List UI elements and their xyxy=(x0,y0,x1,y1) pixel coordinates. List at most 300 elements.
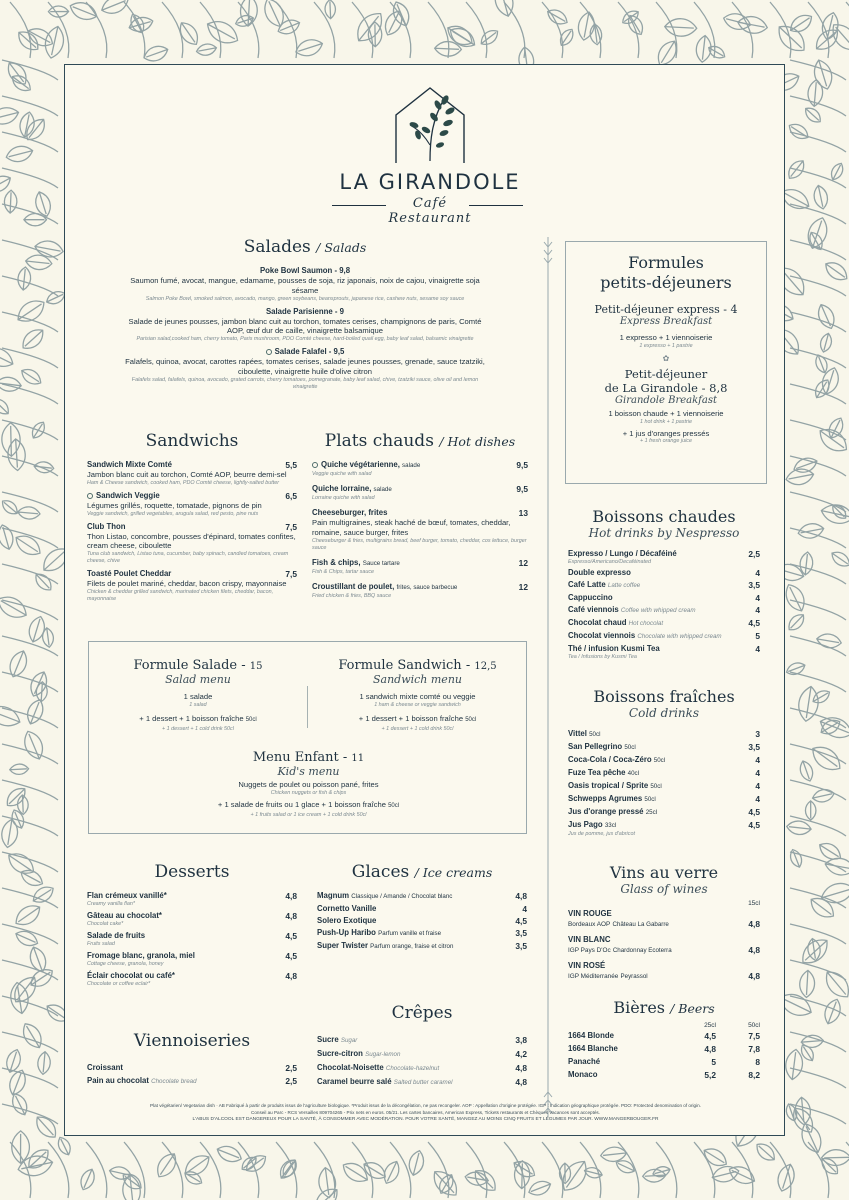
item-name xyxy=(568,631,760,642)
item-price: 3,8 xyxy=(515,1035,527,1045)
item-name-text: Super Twister xyxy=(317,941,368,950)
item-price: 4,8 xyxy=(515,1077,527,1087)
item-suffix: Chocolate bread xyxy=(151,1078,197,1085)
brand-name: LA GIRANDOLE xyxy=(339,170,521,194)
leaf-icon xyxy=(4,190,17,213)
stem-icon xyxy=(790,924,846,944)
item-desc: Thon Listao, concombre, pousses d'épinard, tomates confites, cream cheese, ciboulette xyxy=(87,531,296,551)
list-item xyxy=(317,1077,527,1088)
item-name-text: Club Thon xyxy=(87,521,126,531)
leaf-icon xyxy=(802,105,824,126)
vegetarian-icon xyxy=(266,349,272,355)
leaf-icon xyxy=(19,1020,46,1052)
item-price: 4,8 xyxy=(285,971,297,981)
item-suffix: Classique / Amande / Chocolat blanc xyxy=(351,893,453,900)
stem-icon xyxy=(618,2,639,58)
leaf-icon xyxy=(804,215,831,251)
item-name: Monaco xyxy=(568,1070,598,1079)
list-item xyxy=(568,644,760,661)
item-name-text: Fuze Tea pêche xyxy=(568,768,626,777)
item-price: 7,5 xyxy=(285,569,297,580)
item-desc: Pain multigraines, steak haché de bœuf, tomates, cheddar, romaine, sauce burger, frites xyxy=(312,518,511,537)
item-price: 4,8 xyxy=(748,971,760,981)
item-name xyxy=(317,1049,527,1060)
item-name xyxy=(317,916,527,926)
item-name-text: Double expresso xyxy=(568,568,631,577)
item-price: 9,5 xyxy=(516,484,528,494)
section-title: Desserts xyxy=(154,862,230,882)
wine-category: VIN ROUGE xyxy=(568,909,612,918)
stem-icon xyxy=(770,2,791,58)
item-name-text: Café viennois xyxy=(568,605,619,614)
list-item xyxy=(87,971,297,988)
stem-icon xyxy=(790,240,846,260)
item-name xyxy=(87,951,297,961)
leaf-icon xyxy=(0,395,12,417)
item-name xyxy=(568,742,760,753)
list-item xyxy=(568,961,760,982)
list-item xyxy=(568,1031,760,1041)
leaf-icon xyxy=(706,43,727,61)
leaf-icon xyxy=(822,258,849,284)
list-item xyxy=(317,928,527,939)
wine-category: VIN BLANC xyxy=(568,935,611,944)
item-name-text: Quiche lorraine, xyxy=(312,484,372,493)
item-name xyxy=(568,768,760,779)
leaf-icon xyxy=(829,548,849,569)
stem-icon xyxy=(466,2,487,58)
item-price: 2,5 xyxy=(285,1063,297,1073)
list-item xyxy=(87,1076,297,1087)
item-name-text: Cheeseburger, frites xyxy=(312,508,388,517)
item-name xyxy=(87,931,297,941)
leaf-icon xyxy=(799,970,815,998)
item-name xyxy=(87,911,297,921)
vertical-divider-ornament xyxy=(541,237,555,1117)
stem-icon xyxy=(428,1142,449,1198)
list-item xyxy=(312,460,528,478)
leaf-icon xyxy=(811,58,835,92)
list-item xyxy=(568,781,760,792)
item-translation: Veggie quiche with salad xyxy=(312,471,372,477)
item-suffix: Sauce tartare xyxy=(362,559,400,567)
item-name xyxy=(87,1063,297,1073)
stem-icon xyxy=(2,600,58,620)
leaf-icon xyxy=(786,120,811,142)
leaf-icon xyxy=(18,866,46,889)
item-suffix: Chardonnay Ecoterra xyxy=(612,947,672,954)
stem-icon xyxy=(790,852,846,872)
leaf-icon xyxy=(812,184,830,210)
item-name xyxy=(87,522,297,532)
item-suffix: salade xyxy=(402,462,421,469)
leaf-icon xyxy=(828,161,845,182)
item-name xyxy=(317,904,527,914)
item-desc: Jambon blanc cuit au torchon, Comté AOP, beurre demi-sel xyxy=(87,470,287,479)
leaf-icon xyxy=(276,17,302,37)
item-translation: Veggie sandwich, grilled vegetables, arugula salad, red pesto, pine nuts xyxy=(87,510,259,517)
footer: Plat végétarien/ Vegetarian dish · AB Fabriqué à partir de produits issus de l'agriculture biologique. *Produit issus de la décongélation, ne pas recongeler. AOP : Appellation d'origine protégée. IGP : Indication géographique protégée. PDO: Protected denomination of origin. Conseil au Parc - RCS Versailles 809704265 - Prix nets en euros. 05/21. Les cartes bancaires, American Express, Tickets restaurants et Chèques Vacances sont acceptés. L'ABUS D'ALCOOL EST DANGEREUX POUR LA SANTÉ, À CONSOMMER AVEC MODÉRATION. POUR VOTRE SANTÉ, MANGEZ AU MOINS CINQ FRUITS ET LÉGUMES PAR JOUR. WWW.MANGERBOUGER.FR xyxy=(150,1103,701,1122)
item-suffix: 25cl xyxy=(645,809,658,816)
item-name xyxy=(87,971,297,981)
leaf-icon xyxy=(811,787,835,804)
leaf-icon xyxy=(78,1167,98,1192)
section-title: Sandwichs xyxy=(145,431,239,451)
ornament-icon: ✿ xyxy=(662,353,670,363)
item-name xyxy=(568,568,760,578)
viennoiseries-section xyxy=(87,1031,297,1090)
leaf-icon xyxy=(406,1149,426,1177)
stem-icon xyxy=(2,384,58,404)
item-name-text: Croissant xyxy=(87,1063,123,1072)
list-item xyxy=(568,755,760,766)
item-name xyxy=(568,549,760,559)
item-name xyxy=(87,460,297,470)
item-suffix: Parfum vanille et fraise xyxy=(378,930,442,937)
leaf-icon xyxy=(311,1184,342,1200)
stem-icon xyxy=(466,1142,487,1198)
item-name-text: Gâteau au chocolat* xyxy=(87,911,162,920)
stem-icon xyxy=(790,672,846,692)
leaf-icon xyxy=(325,0,336,19)
leaf-icon xyxy=(142,43,170,64)
leaf-icon xyxy=(234,13,255,28)
item-price: 4 xyxy=(755,593,760,603)
item-name-text: Sandwich Mixte Comté xyxy=(87,460,172,469)
list-item xyxy=(568,1057,760,1067)
list-item xyxy=(87,569,297,603)
leaf-icon xyxy=(99,0,131,17)
item-name: Panaché xyxy=(568,1057,601,1066)
leaf-icon xyxy=(67,0,99,24)
list-item xyxy=(87,931,297,948)
item-price: 2,5 xyxy=(748,549,760,559)
list-item xyxy=(568,768,760,779)
item-name-text: Sandwich Veggie xyxy=(96,490,160,500)
glaces-section xyxy=(317,862,527,954)
item-name xyxy=(568,755,760,766)
stem-icon xyxy=(790,528,846,548)
item-price: 8,2 xyxy=(748,1070,760,1080)
leaf-icon xyxy=(620,8,641,27)
item-price: 9,5 xyxy=(516,460,528,470)
item-suffix: Sugar xyxy=(340,1037,358,1044)
item-price: 4,8 xyxy=(704,1044,716,1054)
item-translation: Chicken & cheddar grilled sandwich, marinated chicken filets, cheddar, bacon, mayonnaise xyxy=(87,588,274,602)
item-name-text: Oasis tropical / Sprite xyxy=(568,781,649,790)
stem-icon xyxy=(790,960,846,980)
item-name xyxy=(87,891,297,901)
item-price: 5 xyxy=(711,1057,716,1067)
item-price: 4,5 xyxy=(285,951,297,961)
item-price: 6,5 xyxy=(285,490,297,501)
item-name-text: Flan crémeux vanillé* xyxy=(87,891,167,900)
item-name xyxy=(568,820,760,831)
item-name-text: Push-Up Haribo xyxy=(317,928,376,937)
item-desc: Saumon fumé, avocat, mangue, edamame, pousses de soja, riz japonais, noix de cajou, vinaigrette soja sésame xyxy=(130,276,480,295)
item-name-text: Jus Pago xyxy=(568,820,603,829)
stem-icon xyxy=(732,2,753,58)
stem-icon xyxy=(790,132,846,152)
leaf-icon xyxy=(0,523,16,551)
list-item xyxy=(568,549,760,566)
list-item xyxy=(317,891,527,902)
item-name-text: Fromage blanc, granola, miel xyxy=(87,951,195,960)
item-name-text: Pain au chocolat xyxy=(87,1076,149,1085)
item-desc: Légumes grillés, roquette, tomatade, pignons de pin xyxy=(87,500,262,510)
item-price: 4 xyxy=(755,644,760,654)
leaf-icon xyxy=(29,420,48,441)
list-item xyxy=(317,916,527,926)
item-translation: Cheeseburger & fries, multigrains bread, beef burger, tomato, cheddar, cos lettuce, burger sauce xyxy=(312,537,527,551)
list-item xyxy=(312,558,528,576)
item-price: 4 xyxy=(755,755,760,765)
item-name-text: Salade Falafel - 9,5 xyxy=(274,347,345,357)
item-price: 13 xyxy=(518,508,528,518)
item-name-text: Salade de fruits xyxy=(87,931,146,940)
stem-icon xyxy=(352,2,373,58)
list-item xyxy=(317,1035,527,1046)
leaf-icon xyxy=(30,883,57,906)
stem-icon xyxy=(428,2,449,58)
item-price: 4,8 xyxy=(285,911,297,921)
section-title: Glaces / Ice creams xyxy=(351,862,493,882)
formules-box: Formule Salade - 15 Salad menu 1 salade 1 salad + 1 dessert + 1 boisson fraîche 50cl + 1 dessert + 1 cold drink 50cl Formule Sandwich - 12,5 Sandwich menu 1 sandwich mixte comté ou veggie 1 ham & cheese or veggie sandwich + 1 dessert + 1 boisson fraîche 50cl + 1 dessert + 1 cold drink 50cl Menu Enfant - 11 Kid's menu Nuggets de poulet ou poisson pané, frites Chicken nuggets or fish & chips + 1 salade de fruits ou 1 glace + 1 boisson fraîche 50cl + 1 fruits salad or 1 ice cream + 1 cold drink 50cl xyxy=(88,641,527,834)
list-item xyxy=(568,1070,760,1080)
stem-icon xyxy=(2,312,58,332)
item-name xyxy=(568,945,760,956)
leaf-icon xyxy=(260,0,288,30)
list-item xyxy=(568,742,760,753)
bieres-section: Bières / Beers 25cl 50cl 1664 Blonde 4,5 7,5 1664 Blanche 4,8 7,8 Panaché 5 8 Monaco 5,2 8,2 xyxy=(568,998,760,1080)
item-price: 4 xyxy=(755,794,760,804)
item-name xyxy=(568,919,760,930)
list-item xyxy=(87,491,297,518)
list-item xyxy=(568,807,760,818)
list-item xyxy=(568,580,760,591)
item-name-text: Sucre-citron xyxy=(317,1049,363,1058)
item-name-text: Cappuccino xyxy=(568,593,613,602)
item-name xyxy=(317,891,527,902)
leaf-icon xyxy=(9,764,28,775)
leaf-icon xyxy=(18,365,44,388)
leaf-icon xyxy=(786,820,812,836)
list-item xyxy=(317,1063,527,1074)
stem-icon xyxy=(790,456,846,476)
leaf-icon xyxy=(215,1143,244,1166)
item-name-text: Salade Parisienne - 9 xyxy=(265,306,344,316)
item-name xyxy=(312,484,528,495)
leaf-icon xyxy=(5,143,35,164)
leaf-icon xyxy=(294,36,325,59)
list-item xyxy=(125,347,485,391)
item-translation: Cottage cheese, granola, honey xyxy=(87,961,164,967)
item-name xyxy=(568,580,760,591)
wine-category: VIN ROSÉ xyxy=(568,961,606,970)
item-suffix: Peyrassol xyxy=(620,973,648,980)
leaf-icon xyxy=(796,685,820,722)
item-name-text: IGP Méditerranée xyxy=(568,973,619,980)
item-name-text: Chocolat chaud xyxy=(568,618,627,627)
section-title: Crêpes xyxy=(391,1003,453,1023)
stem-icon xyxy=(790,420,846,440)
item-price: 4 xyxy=(755,605,760,615)
leaf-icon xyxy=(785,660,807,677)
item-name-text: Schwepps Agrumes xyxy=(568,794,643,803)
item-name xyxy=(568,729,760,740)
item-price: 4,5 xyxy=(748,807,760,817)
list-item xyxy=(125,266,485,303)
stem-icon xyxy=(790,816,846,836)
leaf-icon xyxy=(722,11,752,32)
list-item xyxy=(568,631,760,642)
item-name xyxy=(568,593,760,603)
item-price: 2,5 xyxy=(285,1076,297,1086)
item-price: 4,8 xyxy=(515,1063,527,1073)
item-name xyxy=(568,971,760,982)
item-name xyxy=(317,941,527,952)
leaf-icon xyxy=(153,1150,181,1181)
item-price: 7,5 xyxy=(285,521,297,532)
item-translation: Fish & Chips, tartar sauce xyxy=(312,568,375,575)
vegetarian-icon xyxy=(87,493,93,499)
leaf-icon xyxy=(18,325,47,353)
leaf-icon xyxy=(652,1165,672,1179)
list-item xyxy=(87,951,297,968)
leaf-icon xyxy=(4,59,31,89)
item-translation: Expresso/Americano/Decaféinated xyxy=(568,559,651,565)
item-suffix: 50cl xyxy=(624,744,636,751)
item-name-text: Toasté Poulet Cheddar xyxy=(87,569,172,579)
logo-house-plant-icon xyxy=(390,85,470,165)
item-suffix: Parfum orange, fraise et citron xyxy=(370,943,454,950)
leaf-icon xyxy=(1,423,20,457)
item-name-text: Thé / infusion Kusmi Tea xyxy=(568,644,660,653)
leaf-icon xyxy=(24,697,47,726)
item-name-text: Quiche végétarienne, xyxy=(321,460,400,469)
leaf-icon xyxy=(736,14,768,36)
item-name-text: Café Latte xyxy=(568,580,606,589)
leaf-icon xyxy=(24,214,47,226)
leaf-icon xyxy=(0,105,20,127)
leaf-icon xyxy=(42,25,66,60)
leaf-icon xyxy=(6,648,30,679)
list-item xyxy=(317,1049,527,1060)
list-item xyxy=(87,1063,297,1073)
leaf-icon xyxy=(821,997,843,1026)
list-item xyxy=(568,1044,760,1054)
leaf-icon xyxy=(16,1153,54,1179)
leaf-icon xyxy=(753,1140,778,1164)
leaf-icon xyxy=(176,19,203,49)
item-name xyxy=(568,794,760,805)
item-name xyxy=(125,307,485,317)
stem-icon xyxy=(2,1032,58,1052)
item-name-text: Chocolat-Noisette xyxy=(317,1063,384,1072)
item-name-text: Coca-Cola / Coca-Zéro xyxy=(568,755,652,764)
item-name xyxy=(87,1076,297,1087)
stem-icon xyxy=(790,384,846,404)
item-desc: Salade de jeunes pousses, jambon blanc cuit au torchon, tomates cerises, champignons de paris, Comté AOP, œuf dur de caille, vinaigrette balsamique xyxy=(128,316,482,336)
item-price: 3,5 xyxy=(748,580,760,590)
stem-icon xyxy=(656,2,677,58)
item-price: 3,5 xyxy=(748,742,760,752)
item-name xyxy=(312,508,528,518)
item-price: 3,5 xyxy=(515,941,527,951)
item-price: 5,2 xyxy=(704,1070,716,1080)
leaf-icon xyxy=(0,497,20,517)
stem-icon xyxy=(790,1032,846,1052)
list-item xyxy=(568,820,760,838)
desserts-section xyxy=(87,862,297,991)
salades-section xyxy=(125,237,485,395)
stem-icon xyxy=(314,2,335,58)
stem-icon xyxy=(790,564,846,584)
item-name-text: Solero Exotique xyxy=(317,916,377,925)
crepes-section xyxy=(317,1003,527,1091)
item-translation: Chocolate or coffee eclair* xyxy=(87,981,151,987)
plats-section xyxy=(312,431,528,606)
item-translation: Falafels salad, falafels, quinoa, avocado, grated carrots, cherry tomatoes, pomegranate, baby leaf salad, chive, tzatziki sauce, olive oil and lemon vinaigrette xyxy=(131,376,479,390)
item-name xyxy=(312,582,528,593)
list-item xyxy=(568,618,760,629)
item-price: 4 xyxy=(755,568,760,578)
item-name-text: IGP Pays D'Oc xyxy=(568,947,611,954)
item-desc: Falafels, quinoa, avocat, carottes rapées, tomates cerises, salade jeunes pousses, grenade, sauce tzatziki, ciboulette, vinaigrette huile d'olive citron xyxy=(125,357,485,376)
boissons-chaudes-section: Boissons chaudes Hot drinks by Nespresso Expresso / Lungo / Décaféiné 2,5 Expresso/Americano/Decaféinated Double expresso 4 Café Latte Latte coffee 3,5 Cappuccino 4 Café viennois Coffee with whipped cream 4 Chocolat chaud Hot chocolat 4,5 Chocolat viennois Chocolate with whipped cream 5 Thé / infusion Kusmi Tea 4 Tea / Infusions by Kusmi Tea xyxy=(568,507,760,660)
leaf-icon xyxy=(785,611,807,633)
brand-tagline: Café Restaurant xyxy=(388,196,472,226)
list-item xyxy=(568,593,760,603)
leaf-icon xyxy=(492,0,517,18)
item-name-text: Sucre xyxy=(317,1035,339,1044)
leaf-icon xyxy=(807,741,845,776)
leaf-icon xyxy=(37,1051,51,1075)
leaf-icon xyxy=(797,1120,826,1156)
item-name-text: Jus d'orange pressé xyxy=(568,807,644,816)
petitdej-box: Formules petits-déjeuners Petit-déjeuner express - 4 Express Breakfast 1 expresso + 1 viennoiserie 1 expresso + 1 pastrie ✿ Petit-déjeuner de La Girandole - 8,8 Girandole Breakfast 1 boisson chaude + 1 viennoiserie 1 hot drink + 1 pastrie + 1 jus d'oranges pressés + 1 fresh orange juice xyxy=(565,241,767,484)
list-item xyxy=(87,460,297,487)
leaf-icon xyxy=(781,581,808,614)
item-translation: Tea / Infusions by Kusmi Tea xyxy=(568,654,637,660)
item-translation: Parisian salad,cooked ham, cherry tomato, Paris mushroom, PDO Comté cheese, hard-boiled quail egg, baby leaf salad, balsamic vinaigrette xyxy=(136,336,474,343)
item-price: 5,5 xyxy=(285,460,297,470)
item-price: 4,8 xyxy=(748,945,760,955)
leaf-icon xyxy=(784,1048,804,1080)
item-translation: Tuna club sandwich, Listao tuna, cucumber, baby spinach, candied tomatoes, cream cheese, chive xyxy=(87,551,289,565)
item-name xyxy=(317,1077,527,1088)
stem-icon xyxy=(2,456,58,476)
item-name-text: Cornetto Vanille xyxy=(317,904,377,913)
stem-icon xyxy=(2,672,58,692)
list-item xyxy=(568,729,760,740)
leaf-icon xyxy=(805,801,816,820)
leaf-icon xyxy=(787,11,815,36)
item-suffix: frites, sauce barbecue xyxy=(396,583,458,591)
item-suffix: Chocolate with whipped cream xyxy=(637,633,722,640)
menu-panel xyxy=(64,64,785,1136)
list-item xyxy=(568,935,760,956)
item-name: 1664 Blanche xyxy=(568,1044,618,1053)
list-item xyxy=(317,904,527,914)
leaf-icon xyxy=(240,0,258,27)
leaf-icon xyxy=(26,614,48,644)
item-name xyxy=(125,347,485,357)
item-suffix: salade xyxy=(373,486,392,493)
leaf-icon xyxy=(0,702,23,730)
item-name xyxy=(568,618,760,629)
section-title: Viennoiseries xyxy=(133,1031,251,1051)
